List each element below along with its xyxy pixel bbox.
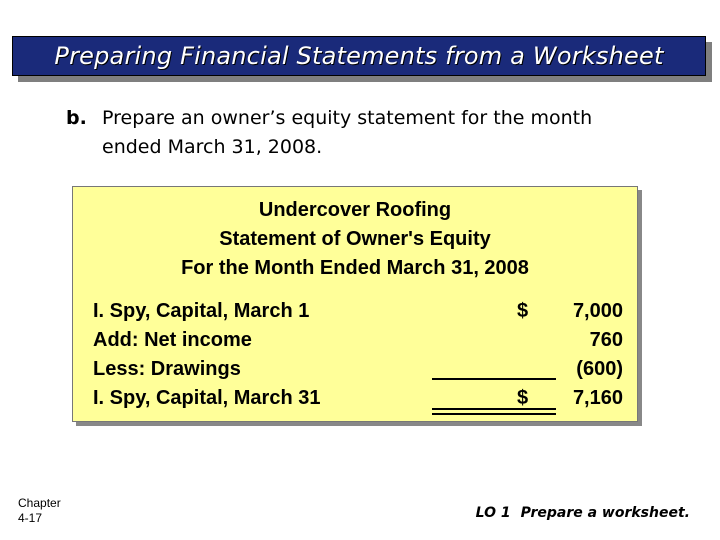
row-amount: 7,160 [572, 387, 623, 409]
statement-name: Statement of Owner's Equity [219, 228, 491, 250]
page-title: Preparing Financial Statements from a Worksheet [54, 42, 664, 70]
row-amount: (600) [576, 358, 623, 380]
row-label: I. Spy, Capital, March 1 [93, 300, 310, 322]
row-label: I. Spy, Capital, March 31 [93, 387, 321, 409]
instruction-letter: b. [66, 107, 87, 129]
instruction-line-1: Prepare an owner’s equity statement for the month [102, 107, 593, 129]
chapter-text: Chapter [18, 496, 61, 510]
row-dollar-sign: $ [517, 300, 529, 322]
chapter-number: 4-17 [18, 511, 43, 525]
statement-row [73, 329, 637, 357]
row-dollar-sign: $ [517, 387, 529, 409]
lo-code: LO 1 [475, 505, 511, 521]
statement-row [73, 358, 637, 386]
row-label: Add: Net income [93, 329, 252, 351]
row-amount: 7,000 [572, 300, 623, 322]
owners-equity-statement [72, 186, 638, 422]
instruction [66, 104, 666, 162]
row-label: Less: Drawings [93, 358, 241, 380]
total-double-underline [432, 408, 556, 415]
statement-company: Undercover Roofing [258, 199, 452, 221]
title-bar [12, 36, 706, 76]
lo-text: Prepare a worksheet. [520, 505, 690, 521]
instruction-line-2: ended March 31, 2008. [102, 136, 323, 158]
subtotal-underline [432, 378, 556, 380]
chapter-label [18, 496, 61, 526]
learning-objective [476, 505, 700, 521]
row-amount: 760 [589, 329, 623, 351]
statement-period: For the Month Ended March 31, 2008 [181, 257, 529, 279]
statement-row [73, 300, 637, 328]
